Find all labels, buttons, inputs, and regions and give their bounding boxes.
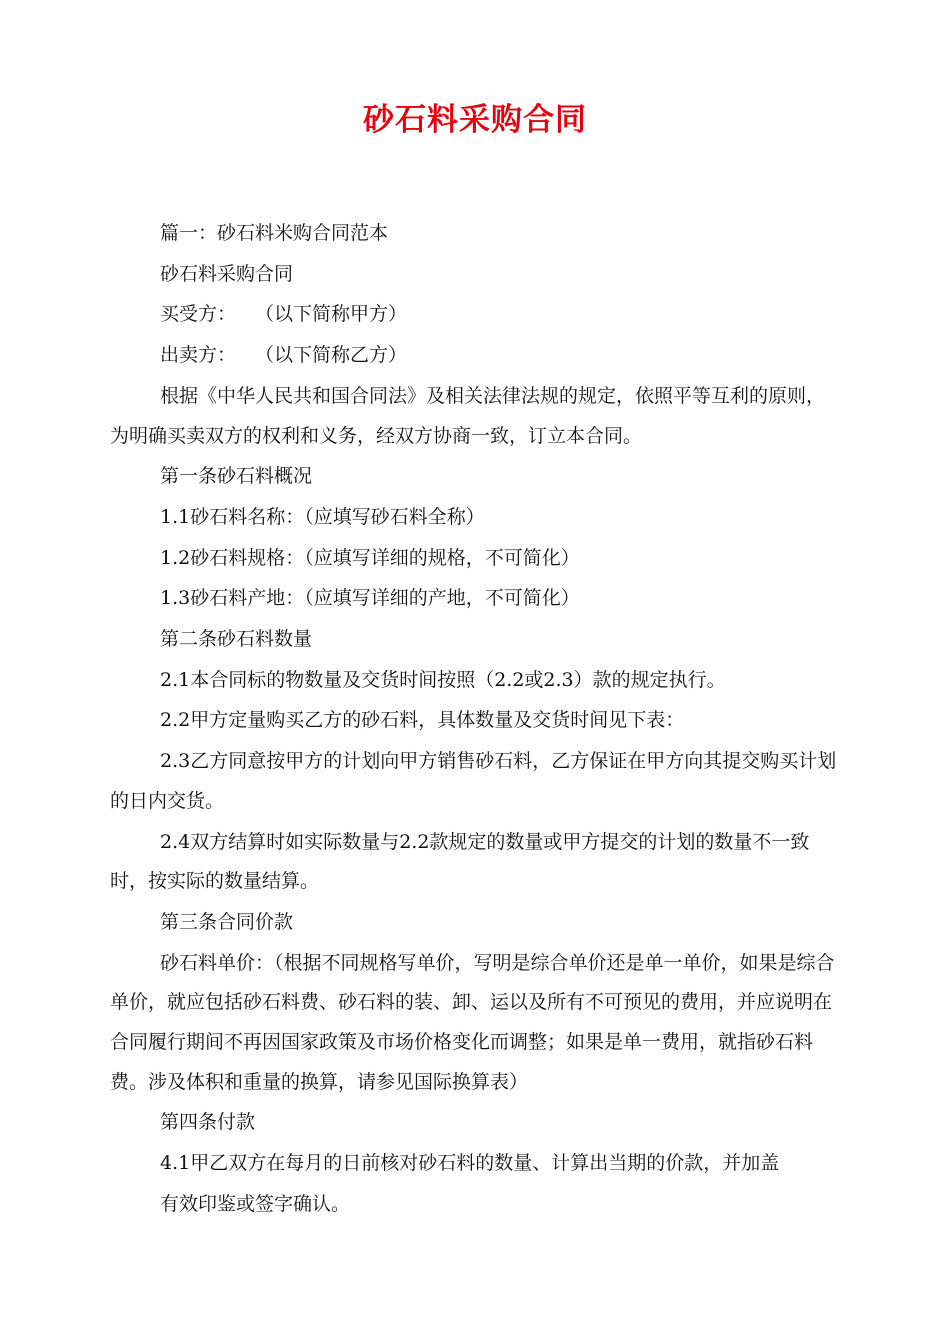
paragraph: 1.1砂石料名称：（应填写砂石料全称） — [160, 505, 485, 528]
paragraph: 2.2甲方定量购买乙方的砂石料，具体数量及交货时间见下表： — [160, 709, 685, 732]
section-heading: 第一条砂石料概况 — [160, 465, 313, 488]
paragraph: 4.1甲乙双方在每月的日前核对砂石料的数量、计算出当期的价款，并加盖 — [160, 1152, 780, 1175]
paragraph: 砂石料采购合同 — [160, 262, 294, 285]
paragraph: 出卖方： （以下简称乙方） — [160, 344, 408, 367]
paragraph: 1.2砂石料规格：（应填写详细的规格，不可简化） — [160, 546, 580, 569]
section-heading: 第四条付款 — [160, 1111, 256, 1134]
document-title: 砂石料采购合同 — [363, 102, 587, 138]
section-heading: 第三条合同价款 — [160, 910, 294, 933]
paragraph: 砂石料单价：（根据不同规格写单价，写明是综合单价还是单一单价，如果是综合单价，就应包括砂石料费、砂石料的装、卸、运以及所有不可预见的费用，并应说明在合同履行期间不再因国家政策及市场价格变化而调整；如果是单一费用，就指砂石料费。涉及体积和重量的换算，请参见国际换算表） — [110, 951, 835, 1093]
paragraph: 1.3砂石料产地：（应填写详细的产地，不可简化） — [160, 587, 580, 610]
paragraph: 2.1本合同标的物数量及交货时间按照（2.2或2.3）款的规定执行。 — [160, 668, 726, 691]
section-heading: 第二条砂石料数量 — [160, 628, 313, 651]
paragraph: 2.4双方结算时如实际数量与2.2款规定的数量或甲方提交的计划的数量不一致时，按实际的数量结算。 — [110, 830, 810, 893]
paragraph: 买受方： （以下简称甲方） — [160, 303, 408, 326]
paragraph: 有效印鉴或签字确认。 — [160, 1192, 351, 1215]
document-body — [110, 214, 842, 1226]
paragraph: 根据《中华人民共和国合同法》及相关法律法规的规定，依照平等互利的原则，为明确买卖双方的权利和义务，经双方协商一致，订立本合同。 — [110, 384, 826, 447]
paragraph: 篇一：砂石料米购合同范本 — [160, 222, 389, 244]
paragraph: 2.3乙方同意按甲方的计划向甲方销售砂石料，乙方保证在甲方向其提交购买计划的日内交货。 — [110, 750, 837, 812]
